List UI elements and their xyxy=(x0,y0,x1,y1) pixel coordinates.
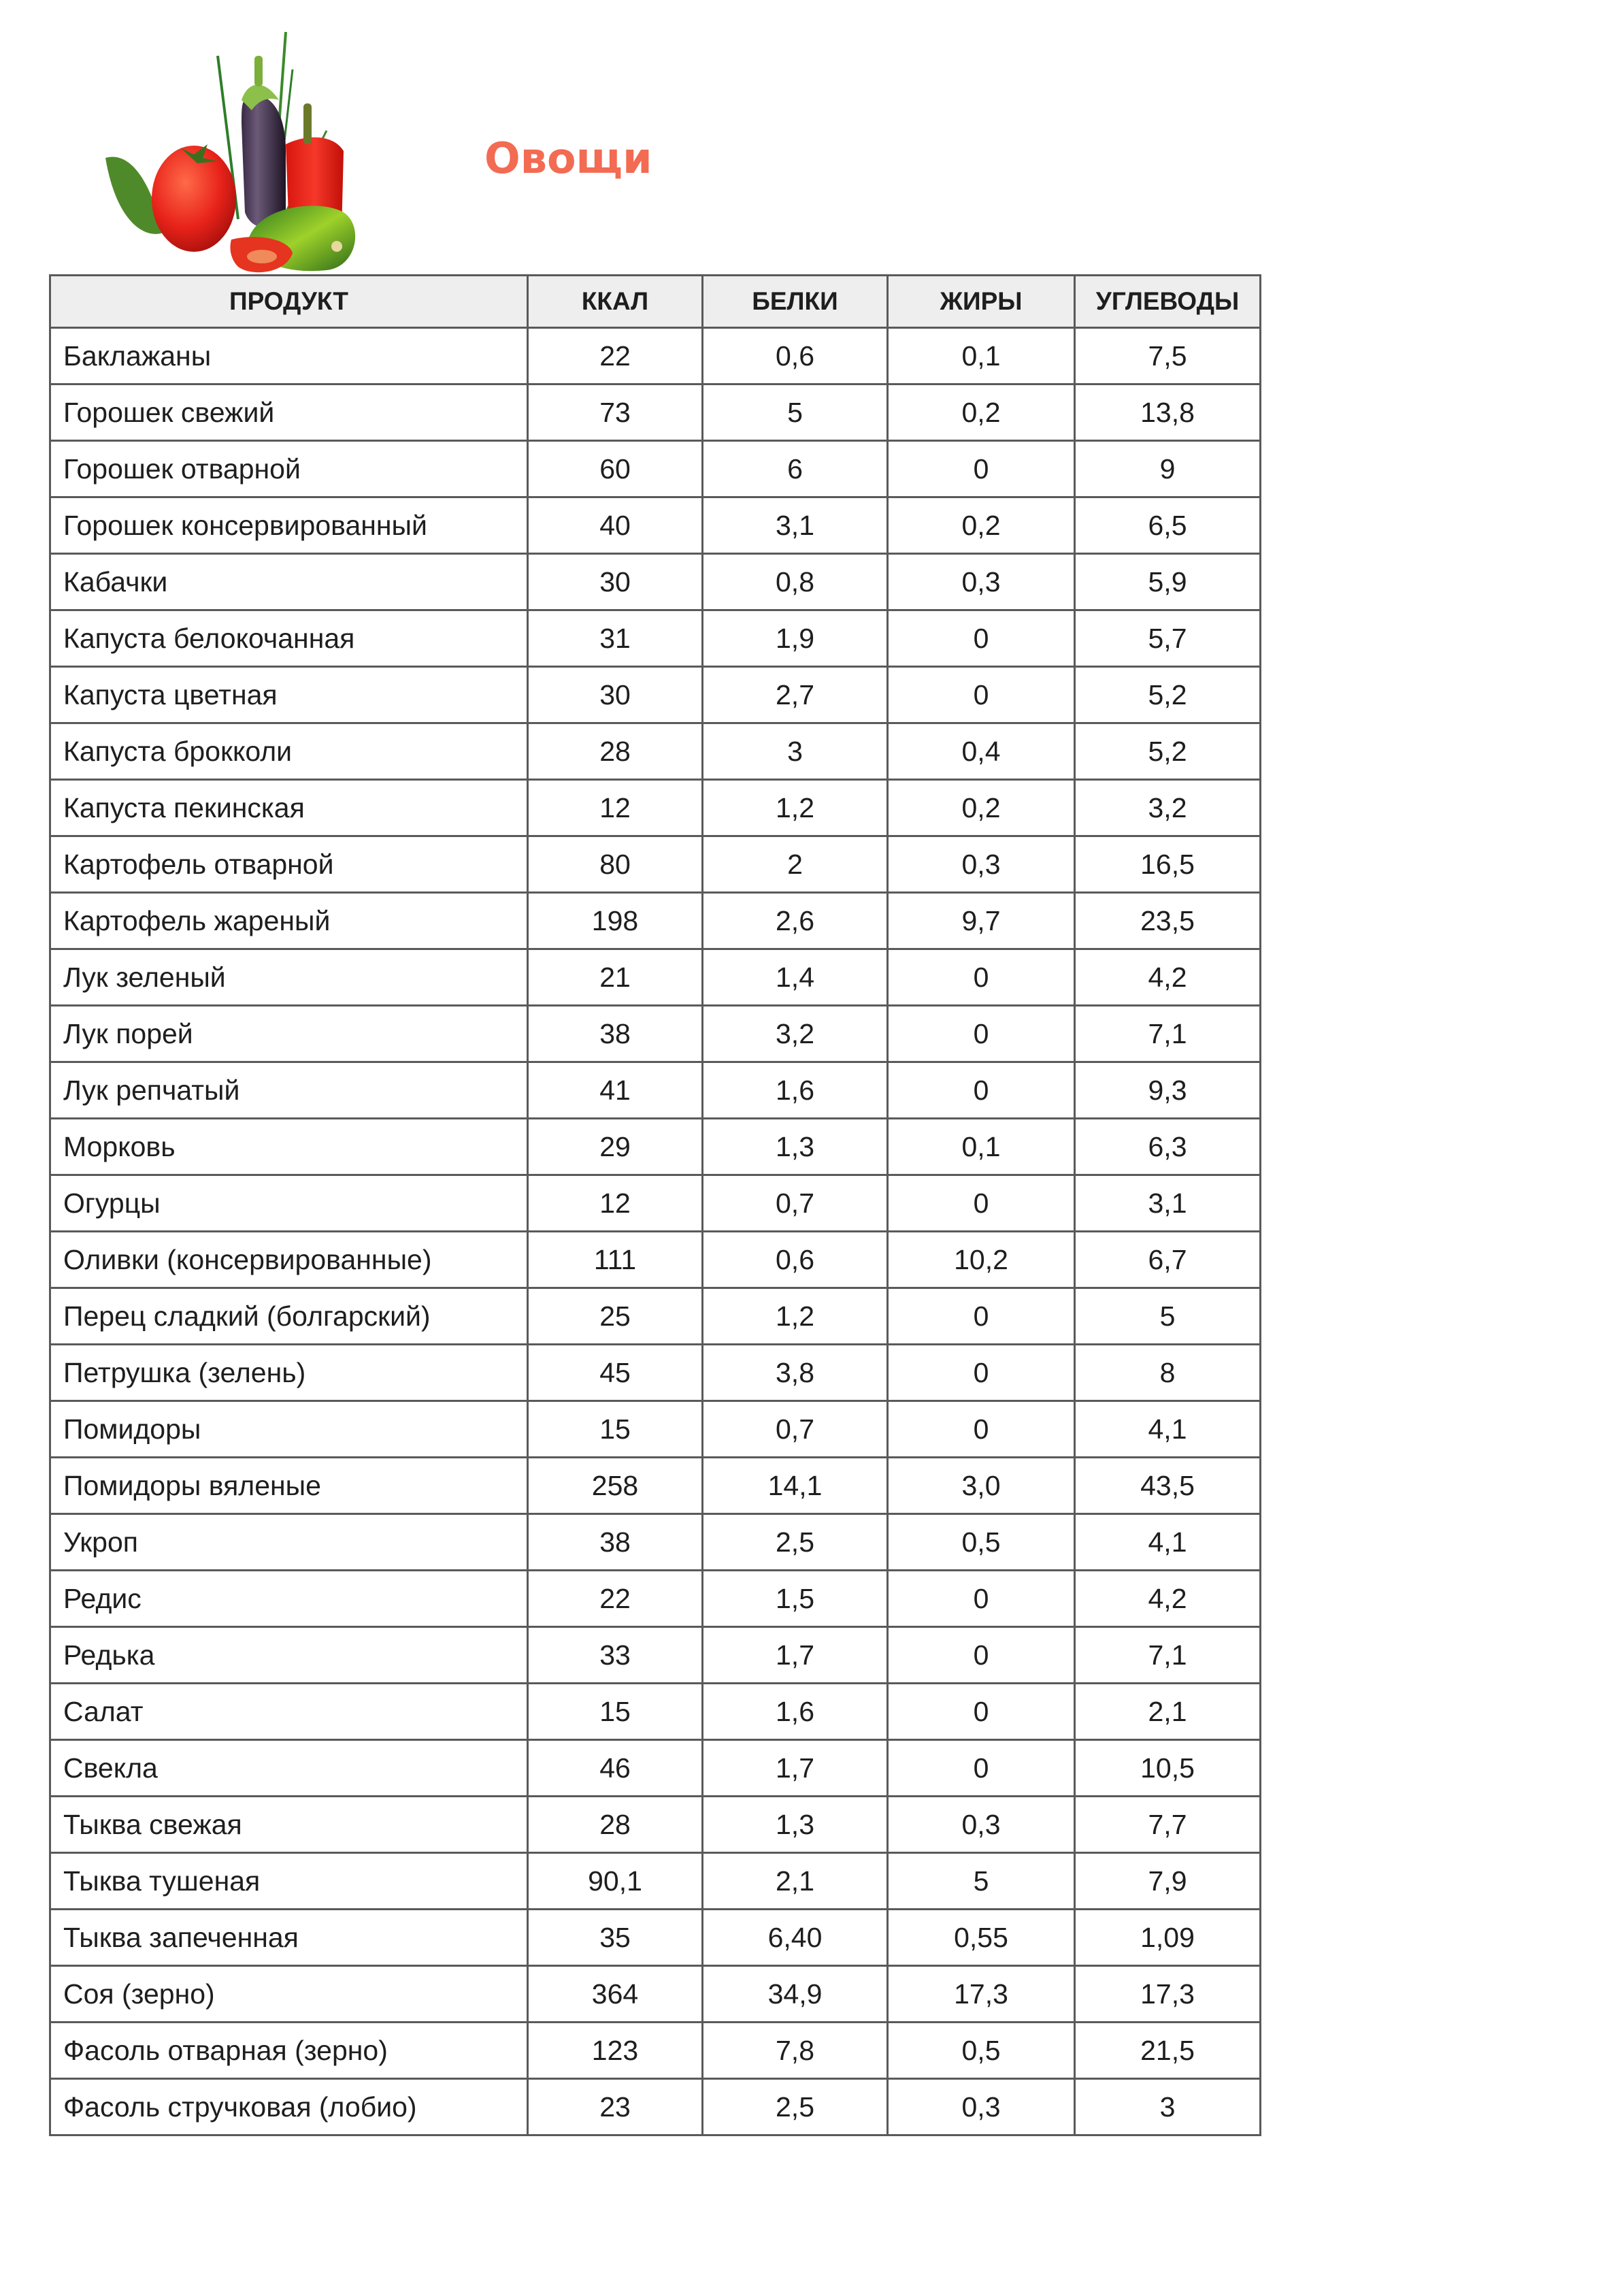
carbs-value: 4,2 xyxy=(1075,949,1261,1006)
carbs-value: 7,7 xyxy=(1075,1797,1261,1853)
carbs-value: 23,5 xyxy=(1075,893,1261,949)
fat-value: 0,4 xyxy=(888,723,1075,780)
protein-value: 0,8 xyxy=(703,554,888,610)
carbs-value: 4,2 xyxy=(1075,1571,1261,1627)
product-name: Тыква свежая xyxy=(50,1797,528,1853)
table-row xyxy=(50,1910,1261,1966)
carbs-value: 7,9 xyxy=(1075,1853,1261,1910)
kcal-value: 33 xyxy=(528,1627,703,1684)
fat-value: 0,3 xyxy=(888,836,1075,893)
product-name: Капуста брокколи xyxy=(50,723,528,780)
kcal-value: 40 xyxy=(528,497,703,554)
kcal-value: 60 xyxy=(528,441,703,497)
protein-value: 3 xyxy=(703,723,888,780)
carbs-value: 6,3 xyxy=(1075,1119,1261,1175)
table-row xyxy=(50,441,1261,497)
fat-value: 17,3 xyxy=(888,1966,1075,2023)
fat-value: 0 xyxy=(888,1571,1075,1627)
carbs-value: 21,5 xyxy=(1075,2023,1261,2079)
protein-value: 1,3 xyxy=(703,1797,888,1853)
fat-value: 0,3 xyxy=(888,1797,1075,1853)
column-header-carbs: УГЛЕВОДЫ xyxy=(1075,276,1261,328)
fat-value: 0 xyxy=(888,1740,1075,1797)
table-row xyxy=(50,1345,1261,1401)
table-row xyxy=(50,1684,1261,1740)
protein-value: 1,7 xyxy=(703,1740,888,1797)
product-name: Горошек свежий xyxy=(50,384,528,441)
fat-value: 0 xyxy=(888,1062,1075,1119)
product-name: Редька xyxy=(50,1627,528,1684)
protein-value: 34,9 xyxy=(703,1966,888,2023)
kcal-value: 38 xyxy=(528,1006,703,1062)
table-row xyxy=(50,1627,1261,1684)
fat-value: 9,7 xyxy=(888,893,1075,949)
fat-value: 0 xyxy=(888,1345,1075,1401)
table-row xyxy=(50,1853,1261,1910)
kcal-value: 12 xyxy=(528,780,703,836)
table-row xyxy=(50,554,1261,610)
fat-value: 3,0 xyxy=(888,1458,1075,1514)
table-row xyxy=(50,1514,1261,1571)
product-name: Петрушка (зелень) xyxy=(50,1345,528,1401)
fat-value: 0 xyxy=(888,1288,1075,1345)
fat-value: 0 xyxy=(888,949,1075,1006)
carbs-value: 6,7 xyxy=(1075,1232,1261,1288)
carbs-value: 5,2 xyxy=(1075,723,1261,780)
product-name: Помидоры вяленые xyxy=(50,1458,528,1514)
kcal-value: 46 xyxy=(528,1740,703,1797)
kcal-value: 45 xyxy=(528,1345,703,1401)
carbs-value: 3 xyxy=(1075,2079,1261,2135)
product-name: Салат xyxy=(50,1684,528,1740)
kcal-value: 123 xyxy=(528,2023,703,2079)
product-name: Баклажаны xyxy=(50,328,528,384)
product-name: Картофель жареный xyxy=(50,893,528,949)
protein-value: 2,6 xyxy=(703,893,888,949)
vegetables-icon xyxy=(102,15,388,274)
table-row xyxy=(50,1119,1261,1175)
carbs-value: 43,5 xyxy=(1075,1458,1261,1514)
carbs-value: 8 xyxy=(1075,1345,1261,1401)
table-row xyxy=(50,1062,1261,1119)
kcal-value: 38 xyxy=(528,1514,703,1571)
protein-value: 6,40 xyxy=(703,1910,888,1966)
protein-value: 3,8 xyxy=(703,1345,888,1401)
carbs-value: 3,2 xyxy=(1075,780,1261,836)
kcal-value: 30 xyxy=(528,554,703,610)
product-name: Кабачки xyxy=(50,554,528,610)
protein-value: 1,6 xyxy=(703,1062,888,1119)
protein-value: 2,7 xyxy=(703,667,888,723)
protein-value: 1,9 xyxy=(703,610,888,667)
nutrition-table xyxy=(49,274,1261,2136)
product-name: Фасоль стручковая (лобио) xyxy=(50,2079,528,2135)
column-header-product: ПРОДУКТ xyxy=(50,276,528,328)
column-header-protein: БЕЛКИ xyxy=(703,276,888,328)
product-name: Горошек отварной xyxy=(50,441,528,497)
table-row xyxy=(50,949,1261,1006)
protein-value: 0,6 xyxy=(703,1232,888,1288)
carbs-value: 5,2 xyxy=(1075,667,1261,723)
table-row xyxy=(50,1401,1261,1458)
table-row xyxy=(50,2023,1261,2079)
product-name: Горошек консервированный xyxy=(50,497,528,554)
kcal-value: 15 xyxy=(528,1684,703,1740)
fat-value: 0 xyxy=(888,441,1075,497)
protein-value: 14,1 xyxy=(703,1458,888,1514)
protein-value: 1,3 xyxy=(703,1119,888,1175)
fat-value: 0 xyxy=(888,1006,1075,1062)
protein-value: 0,6 xyxy=(703,328,888,384)
carbs-value: 1,09 xyxy=(1075,1910,1261,1966)
page-title: Овощи xyxy=(484,133,652,183)
column-header-kcal: ККАЛ xyxy=(528,276,703,328)
fat-value: 0 xyxy=(888,1401,1075,1458)
protein-value: 1,2 xyxy=(703,1288,888,1345)
carbs-value: 6,5 xyxy=(1075,497,1261,554)
protein-value: 6 xyxy=(703,441,888,497)
carbs-value: 17,3 xyxy=(1075,1966,1261,2023)
table-row xyxy=(50,1006,1261,1062)
fat-value: 5 xyxy=(888,1853,1075,1910)
product-name: Картофель отварной xyxy=(50,836,528,893)
table-row xyxy=(50,2079,1261,2135)
protein-value: 1,5 xyxy=(703,1571,888,1627)
table-row xyxy=(50,667,1261,723)
table-row xyxy=(50,1966,1261,2023)
fat-value: 0 xyxy=(888,610,1075,667)
carbs-value: 7,1 xyxy=(1075,1627,1261,1684)
protein-value: 2 xyxy=(703,836,888,893)
protein-value: 1,6 xyxy=(703,1684,888,1740)
product-name: Фасоль отварная (зерно) xyxy=(50,2023,528,2079)
kcal-value: 31 xyxy=(528,610,703,667)
product-name: Капуста пекинская xyxy=(50,780,528,836)
fat-value: 0,5 xyxy=(888,2023,1075,2079)
product-name: Редис xyxy=(50,1571,528,1627)
product-name: Укроп xyxy=(50,1514,528,1571)
product-name: Морковь xyxy=(50,1119,528,1175)
carbs-value: 10,5 xyxy=(1075,1740,1261,1797)
kcal-value: 35 xyxy=(528,1910,703,1966)
fat-value: 0,3 xyxy=(888,554,1075,610)
table-row xyxy=(50,1797,1261,1853)
protein-value: 1,2 xyxy=(703,780,888,836)
product-name: Лук порей xyxy=(50,1006,528,1062)
product-name: Соя (зерно) xyxy=(50,1966,528,2023)
fat-value: 0,1 xyxy=(888,1119,1075,1175)
kcal-value: 22 xyxy=(528,1571,703,1627)
carbs-value: 5,7 xyxy=(1075,610,1261,667)
kcal-value: 28 xyxy=(528,1797,703,1853)
carbs-value: 16,5 xyxy=(1075,836,1261,893)
fat-value: 0,1 xyxy=(888,328,1075,384)
table-row xyxy=(50,1458,1261,1514)
fat-value: 0 xyxy=(888,1175,1075,1232)
product-name: Свекла xyxy=(50,1740,528,1797)
table-row xyxy=(50,610,1261,667)
table-row xyxy=(50,893,1261,949)
product-name: Оливки (консервированные) xyxy=(50,1232,528,1288)
product-name: Капуста белокочанная xyxy=(50,610,528,667)
table-body xyxy=(50,328,1261,2135)
product-name: Тыква запеченная xyxy=(50,1910,528,1966)
kcal-value: 21 xyxy=(528,949,703,1006)
carbs-value: 3,1 xyxy=(1075,1175,1261,1232)
carbs-value: 7,1 xyxy=(1075,1006,1261,1062)
table-row xyxy=(50,328,1261,384)
kcal-value: 25 xyxy=(528,1288,703,1345)
product-name: Огурцы xyxy=(50,1175,528,1232)
table-row xyxy=(50,384,1261,441)
protein-value: 2,5 xyxy=(703,1514,888,1571)
kcal-value: 29 xyxy=(528,1119,703,1175)
fat-value: 0,55 xyxy=(888,1910,1075,1966)
kcal-value: 80 xyxy=(528,836,703,893)
kcal-value: 12 xyxy=(528,1175,703,1232)
table-row xyxy=(50,497,1261,554)
protein-value: 1,4 xyxy=(703,949,888,1006)
table-row xyxy=(50,1571,1261,1627)
fat-value: 0,2 xyxy=(888,384,1075,441)
fat-value: 10,2 xyxy=(888,1232,1075,1288)
fat-value: 0 xyxy=(888,667,1075,723)
carbs-value: 9,3 xyxy=(1075,1062,1261,1119)
carbs-value: 2,1 xyxy=(1075,1684,1261,1740)
table-row xyxy=(50,1288,1261,1345)
fat-value: 0 xyxy=(888,1627,1075,1684)
fat-value: 0,2 xyxy=(888,780,1075,836)
table-row xyxy=(50,836,1261,893)
vegetables-illustration xyxy=(102,15,388,274)
column-header-fat: ЖИРЫ xyxy=(888,276,1075,328)
kcal-value: 30 xyxy=(528,667,703,723)
protein-value: 7,8 xyxy=(703,2023,888,2079)
product-name: Лук репчатый xyxy=(50,1062,528,1119)
fat-value: 0,5 xyxy=(888,1514,1075,1571)
product-name: Тыква тушеная xyxy=(50,1853,528,1910)
kcal-value: 198 xyxy=(528,893,703,949)
carbs-value: 4,1 xyxy=(1075,1514,1261,1571)
protein-value: 0,7 xyxy=(703,1401,888,1458)
product-name: Помидоры xyxy=(50,1401,528,1458)
protein-value: 1,7 xyxy=(703,1627,888,1684)
carbs-value: 13,8 xyxy=(1075,384,1261,441)
kcal-value: 22 xyxy=(528,328,703,384)
kcal-value: 90,1 xyxy=(528,1853,703,1910)
fat-value: 0,2 xyxy=(888,497,1075,554)
kcal-value: 41 xyxy=(528,1062,703,1119)
carbs-value: 7,5 xyxy=(1075,328,1261,384)
table-row xyxy=(50,1175,1261,1232)
table-header-row xyxy=(50,276,1261,328)
carbs-value: 5,9 xyxy=(1075,554,1261,610)
kcal-value: 258 xyxy=(528,1458,703,1514)
table-row xyxy=(50,780,1261,836)
kcal-value: 23 xyxy=(528,2079,703,2135)
carbs-value: 4,1 xyxy=(1075,1401,1261,1458)
fat-value: 0 xyxy=(888,1684,1075,1740)
protein-value: 2,1 xyxy=(703,1853,888,1910)
table-row xyxy=(50,723,1261,780)
kcal-value: 364 xyxy=(528,1966,703,2023)
kcal-value: 28 xyxy=(528,723,703,780)
kcal-value: 73 xyxy=(528,384,703,441)
protein-value: 3,2 xyxy=(703,1006,888,1062)
product-name: Капуста цветная xyxy=(50,667,528,723)
carbs-value: 5 xyxy=(1075,1288,1261,1345)
carbs-value: 9 xyxy=(1075,441,1261,497)
product-name: Перец сладкий (болгарский) xyxy=(50,1288,528,1345)
protein-value: 0,7 xyxy=(703,1175,888,1232)
fat-value: 0,3 xyxy=(888,2079,1075,2135)
protein-value: 2,5 xyxy=(703,2079,888,2135)
protein-value: 3,1 xyxy=(703,497,888,554)
kcal-value: 15 xyxy=(528,1401,703,1458)
product-name: Лук зеленый xyxy=(50,949,528,1006)
protein-value: 5 xyxy=(703,384,888,441)
table-row xyxy=(50,1740,1261,1797)
table-row xyxy=(50,1232,1261,1288)
kcal-value: 111 xyxy=(528,1232,703,1288)
